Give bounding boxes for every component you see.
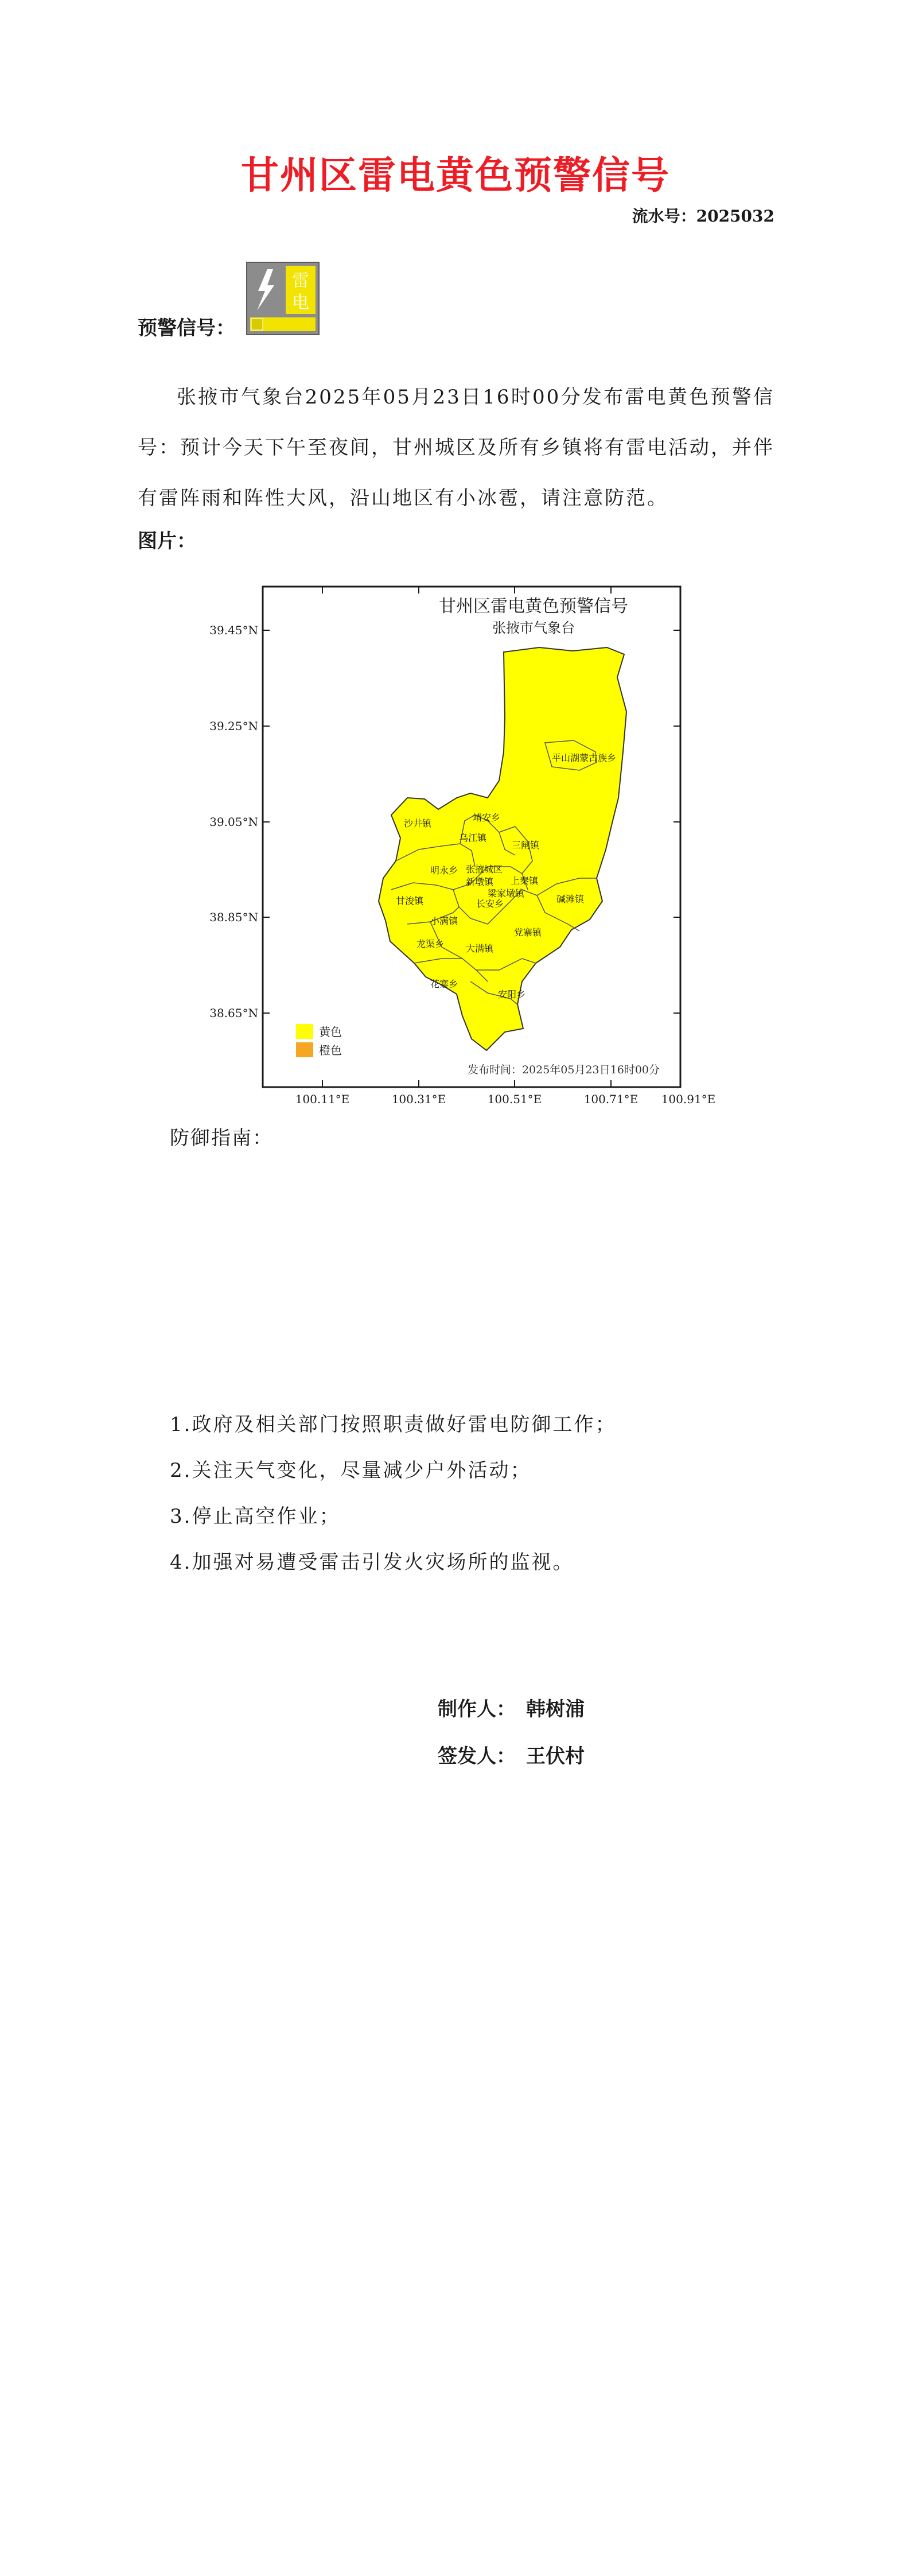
guide-item: 1.政府及相关部门按照职责做好雷电防御工作； <box>170 1413 617 1436</box>
issuer-label: 签发人： <box>438 1745 516 1768</box>
legend-swatch-orange <box>296 1042 313 1057</box>
town-label: 新墩镇 <box>466 876 494 887</box>
town-label: 安阳乡 <box>498 989 526 1000</box>
town-label: 乌江镇 <box>459 832 487 843</box>
guide-item: 4.加强对易遭受雷击引发火灾场所的监视。 <box>170 1551 574 1574</box>
issuer-name: 王伏村 <box>526 1745 585 1768</box>
town-label: 小满镇 <box>430 915 458 926</box>
town-label: 明永乡 <box>430 865 458 876</box>
thunder-yellow-warning-icon <box>246 261 320 336</box>
x-tick-label: 100.51°E <box>487 1092 542 1106</box>
map-subtitle: 张掖市气象台 <box>492 620 575 636</box>
town-label: 甘浚镇 <box>396 895 424 906</box>
x-tick-label: 100.11°E <box>295 1092 350 1106</box>
town-label: 大满镇 <box>466 943 494 954</box>
warning-map <box>201 580 716 1106</box>
defense-guide-label: 防御指南： <box>170 1127 273 1150</box>
map-issue-time: 发布时间：2025年05月23日16时00分 <box>467 1064 660 1076</box>
defense-guide-list <box>170 1402 616 1585</box>
town-label: 三闸镇 <box>512 840 540 851</box>
town-label: 上秦镇 <box>511 875 539 886</box>
page-title: 甘州区雷电黄色预警信号 <box>241 153 670 197</box>
pictures-label: 图片： <box>138 530 196 553</box>
x-tick-label: 100.71°E <box>583 1092 639 1106</box>
maker-name: 韩树浦 <box>526 1698 585 1721</box>
guide-item: 2.关注天气变化，尽量减少户外活动； <box>170 1459 532 1482</box>
legend-swatch-yellow <box>296 1024 313 1039</box>
guide-item: 3.停止高空作业； <box>170 1505 341 1528</box>
x-tick-label: 100.91°E <box>661 1092 716 1106</box>
maker-label: 制作人： <box>438 1698 516 1721</box>
town-label: 花寨乡 <box>430 979 458 990</box>
town-label: 梁家墩镇 <box>488 888 525 899</box>
issuer-line <box>438 1740 595 1768</box>
maker-line <box>438 1693 595 1721</box>
y-tick-label: 38.65°N <box>209 1006 258 1020</box>
town-label: 张掖城区 <box>466 864 503 875</box>
signal-icon-char-bottom: 电 <box>292 293 309 313</box>
town-label: 靖安乡 <box>473 812 501 823</box>
y-tick-label: 39.05°N <box>209 815 258 829</box>
signal-icon-char-top: 雷 <box>292 271 309 291</box>
town-label: 党寨镇 <box>514 927 542 938</box>
town-label: 平山湖蒙古族乡 <box>552 752 617 763</box>
y-tick-label: 38.85°N <box>209 910 258 924</box>
legend-label-yellow: 黄色 <box>319 1025 342 1039</box>
warning-content: 张掖市气象台2025年05月23日16时00分发布雷电黄色预警信号：预计今天下午至夜间，甘州城区及所有乡镇将有雷电活动，并伴有雷阵雨和阵性大风，沿山地区有小冰雹，请注意防范。 <box>138 386 774 510</box>
serial-number: 流水号：2025032 <box>632 207 774 226</box>
signal-label: 预警信号： <box>138 317 235 340</box>
y-tick-label: 39.45°N <box>209 623 258 637</box>
legend-label-orange: 橙色 <box>319 1043 342 1057</box>
x-tick-label: 100.31°E <box>391 1092 446 1106</box>
map-title: 甘州区雷电黄色预警信号 <box>439 596 628 616</box>
y-tick-label: 39.25°N <box>209 719 258 733</box>
town-label: 沙井镇 <box>404 818 432 829</box>
town-label: 龙渠乡 <box>416 938 445 949</box>
town-label: 碱滩镇 <box>556 894 585 905</box>
town-label: 长安乡 <box>476 898 504 909</box>
